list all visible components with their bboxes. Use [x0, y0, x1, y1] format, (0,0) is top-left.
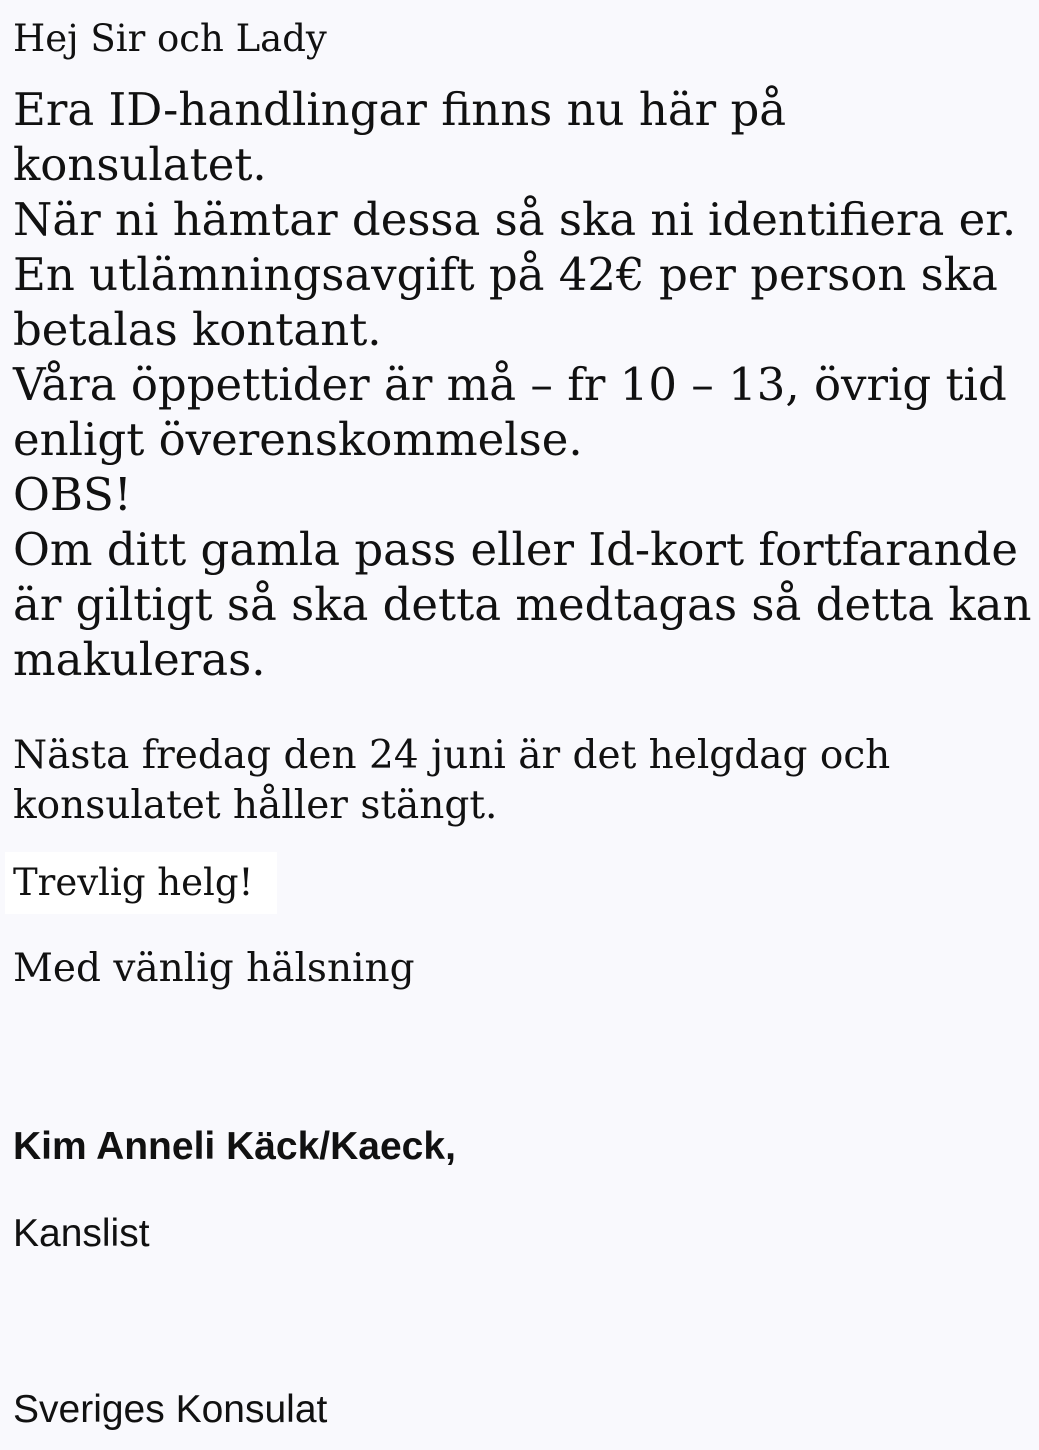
- signer-title: Kanslist: [13, 1212, 150, 1255]
- holiday-line: Nästa fredag den 24 juni är det helgdag och: [13, 733, 891, 778]
- body-line: När ni hämtar dessa så ska ni identifiera er.: [13, 193, 1017, 246]
- letter-body: [13, 82, 1031, 687]
- greeting-text: Hej Sir och Lady: [13, 17, 327, 60]
- body-line: betalas kontant.: [13, 303, 382, 356]
- closing-text: Med vänlig hälsning: [13, 946, 415, 991]
- body-line: är giltigt så ska detta medtagas så detta kan: [13, 578, 1032, 631]
- body-line: OBS!: [13, 468, 132, 521]
- body-line: Våra öppettider är må – fr 10 – 13, övrig tid: [13, 358, 1007, 411]
- holiday-notice: [13, 731, 890, 831]
- body-line: En utlämningsavgift på 42€ per person ska: [13, 248, 998, 301]
- body-line: Om ditt gamla pass eller Id-kort fortfarande: [13, 523, 1018, 576]
- signer-name: Kim Anneli Käck/Kaeck,: [13, 1125, 456, 1168]
- holiday-line: konsulatet håller stängt.: [13, 783, 498, 828]
- body-line: makuleras.: [13, 633, 266, 686]
- body-line: Era ID-handlingar finns nu här på: [13, 83, 787, 136]
- body-line: konsulatet.: [13, 138, 267, 191]
- wish-text: Trevlig helg!: [13, 861, 254, 904]
- body-line: enligt överenskommelse.: [13, 413, 583, 466]
- organization-name: Sveriges Konsulat: [13, 1388, 328, 1431]
